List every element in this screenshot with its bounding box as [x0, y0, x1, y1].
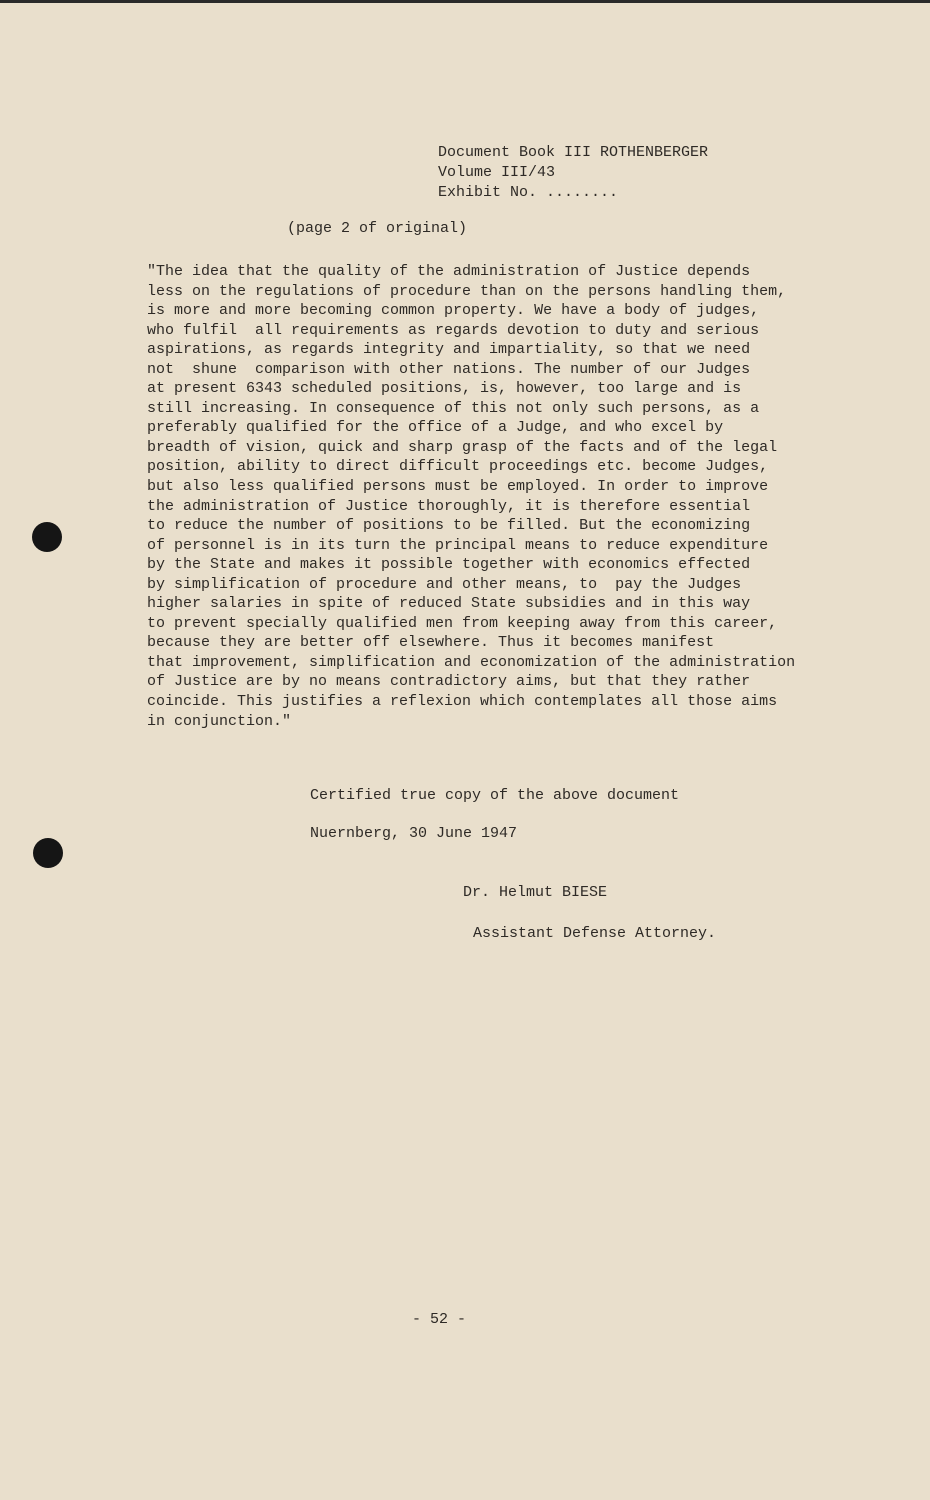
punch-hole-icon: [33, 838, 63, 868]
body-line: preferably qualified for the office of a Judge, and who excel by: [147, 419, 724, 437]
body-line: at present 6343 scheduled positions, is, however, too large and is: [147, 380, 742, 398]
top-edge-border: [0, 0, 930, 3]
body-paragraph: [147, 262, 847, 731]
body-line: coincide. This justifies a reflexion which contemplates all those aims: [147, 693, 778, 711]
body-line: to reduce the number of positions to be filled. But the economizing: [147, 517, 751, 535]
body-line: higher salaries in spite of reduced State subsidies and in this way: [147, 595, 751, 613]
body-line: the administration of Justice thoroughly, it is therefore essential: [147, 497, 751, 515]
body-line: position, ability to direct difficult proceedings etc. become Judges,: [147, 458, 769, 476]
body-line: because they are better off elsewhere. Thus it becomes manifest: [147, 634, 715, 652]
body-line: by the State and makes it possible together with economics effected: [147, 556, 751, 574]
body-line: of Justice are by no means contradictory aims, but that they rather: [147, 673, 751, 691]
body-line: of personnel is in its turn the principal means to reduce expenditure: [147, 536, 769, 554]
page-reference: (page 2 of original): [287, 220, 468, 237]
body-line: less on the regulations of procedure than on the persons handling them,: [147, 282, 787, 300]
volume-line: Volume III/43: [438, 164, 556, 181]
place-date: Nuernberg, 30 June 1947: [310, 825, 518, 842]
document-book-line: Document Book III ROTHENBERGER: [438, 144, 709, 161]
body-line: but also less qualified persons must be employed. In order to improve: [147, 478, 769, 496]
page-number: - 52 -: [412, 1311, 467, 1328]
exhibit-line: Exhibit No. ........: [438, 184, 619, 201]
body-line: to prevent specially qualified men from keeping away from this career,: [147, 614, 778, 632]
body-line: is more and more becoming common property. We have a body of judges,: [147, 302, 760, 320]
body-line: "The idea that the quality of the administration of Justice depends: [147, 263, 751, 280]
signer-title: Assistant Defense Attorney.: [473, 925, 717, 942]
body-line: aspirations, as regards integrity and impartiality, so that we need: [147, 341, 751, 359]
body-line: by simplification of procedure and other means, to pay the Judges: [147, 575, 742, 593]
body-line: still increasing. In consequence of this not only such persons, as a: [147, 399, 760, 417]
signer-name: Dr. Helmut BIESE: [463, 884, 608, 901]
body-line: not shune comparison with other nations. The number of our Judges: [147, 360, 751, 378]
body-line: breadth of vision, quick and sharp grasp of the facts and of the legal: [147, 438, 778, 456]
certification-statement: Certified true copy of the above document: [310, 787, 680, 804]
punch-hole-icon: [32, 522, 62, 552]
body-line: in conjunction.": [147, 712, 292, 730]
body-line: that improvement, simplification and economization of the administration: [147, 653, 796, 671]
document-header: [438, 143, 708, 203]
body-line: who fulfil all requirements as regards devotion to duty and serious: [147, 321, 760, 339]
